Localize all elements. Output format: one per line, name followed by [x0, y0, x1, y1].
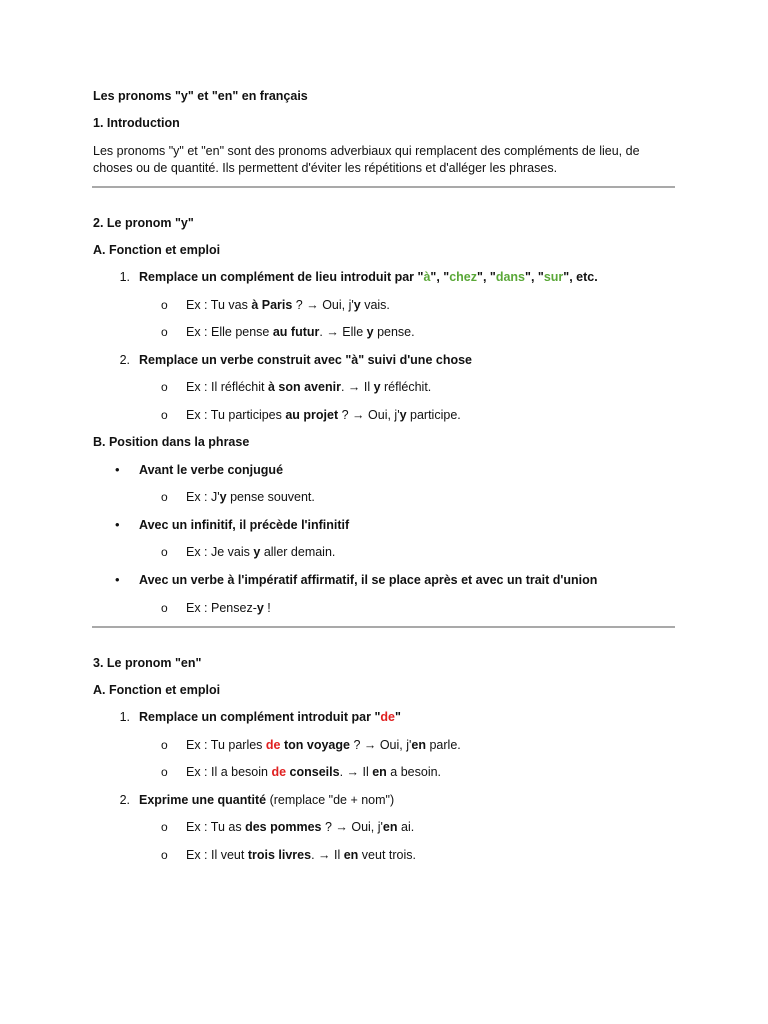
highlight-word-dans: dans — [495, 270, 526, 284]
example-text: Ex : Tu parles — [186, 738, 266, 752]
sub-bullet-marker: o — [161, 820, 168, 834]
example-text: pense souvent. — [226, 490, 315, 504]
example-text: ? → Oui, j' — [349, 738, 412, 752]
pronoun-bold: en — [411, 738, 426, 752]
separator: ", " — [430, 270, 450, 284]
bullet-marker: • — [115, 572, 120, 587]
example-line — [186, 818, 686, 836]
highlight-word-de: de — [265, 738, 281, 752]
example-text: Ex : Il réfléchit — [186, 380, 268, 394]
example-bold: à Paris — [251, 298, 293, 312]
item-text: (remplace "de + nom") — [266, 793, 395, 807]
list-number: 2. — [119, 353, 130, 367]
example-text: aller demain. — [260, 545, 336, 559]
document-title: Les pronoms "y" et "en" en français — [93, 89, 308, 103]
section-2-subheading-b: B. Position dans la phrase — [93, 435, 250, 449]
example-bold: au projet — [285, 408, 339, 422]
example-line — [186, 543, 686, 561]
example-text: participe. — [406, 408, 461, 422]
highlight-word-de: de — [380, 710, 395, 724]
example-text: . → Elle — [319, 325, 367, 339]
example-line — [186, 488, 686, 506]
section-1-heading: 1. Introduction — [93, 116, 180, 130]
pronoun-bold: en — [343, 848, 359, 862]
bullet-marker: • — [115, 462, 120, 477]
item-text-end: ", etc. — [563, 270, 598, 284]
example-text: réfléchit. — [380, 380, 432, 394]
example-text: . → Il — [311, 848, 344, 862]
position-item: Avec un infinitif, il précède l'infinitif — [139, 518, 350, 532]
example-text: Ex : Il veut — [186, 848, 248, 862]
highlight-word-chez: chez — [449, 270, 478, 284]
example-text: Ex : Je vais — [186, 545, 254, 559]
example-line — [186, 296, 686, 314]
item-text-bold: Exprime une quantité — [139, 793, 267, 807]
sub-bullet-marker: o — [161, 601, 168, 615]
item-text: Remplace un complément de lieu introduit par " — [139, 270, 424, 284]
example-text: veut trois. — [358, 848, 416, 862]
sub-bullet-marker: o — [161, 490, 168, 504]
section-divider — [92, 626, 675, 628]
separator: ", " — [477, 270, 496, 284]
example-line — [186, 406, 686, 424]
list-item-complement — [139, 708, 699, 726]
highlight-word-a: à — [423, 270, 431, 284]
sub-bullet-marker: o — [161, 738, 168, 752]
sub-bullet-marker: o — [161, 380, 168, 394]
example-bold: trois livres — [247, 848, 312, 862]
section-3-heading: 3. Le pronom "en" — [93, 656, 202, 670]
sub-bullet-marker: o — [161, 408, 168, 422]
bullet-marker: • — [115, 517, 120, 532]
example-text: ? → Oui, j' — [338, 408, 400, 422]
list-item-verbe: Remplace un verbe construit avec "à" suivi d'une chose — [139, 353, 472, 367]
example-text: ? → Oui, j' — [321, 820, 383, 834]
sub-bullet-marker: o — [161, 848, 168, 862]
example-line — [186, 599, 686, 617]
example-bold: au futur — [272, 325, 320, 339]
example-line — [186, 736, 686, 754]
example-bold: ton voyage — [280, 738, 350, 752]
example-text: ai. — [397, 820, 415, 834]
pronoun-bold: y — [253, 545, 261, 559]
section-3-subheading-a: A. Fonction et emploi — [93, 683, 221, 697]
list-number: 1. — [119, 270, 130, 284]
example-text: Ex : Tu vas — [186, 298, 252, 312]
example-bold: à son avenir — [267, 380, 341, 394]
highlight-word-sur: sur — [543, 270, 564, 284]
example-text: Ex : Tu as — [186, 820, 246, 834]
example-text: Ex : Il a besoin — [186, 765, 272, 779]
section-2-heading: 2. Le pronom "y" — [93, 216, 194, 230]
sub-bullet-marker: o — [161, 765, 168, 779]
example-text: a besoin. — [386, 765, 442, 779]
example-line — [186, 763, 686, 781]
example-line — [186, 378, 686, 396]
pronoun-bold: y — [219, 490, 227, 504]
list-number: 1. — [119, 710, 130, 724]
separator: ", " — [525, 270, 544, 284]
example-text: ? → Oui, j' — [292, 298, 354, 312]
example-text: vais. — [360, 298, 390, 312]
example-bold: des pommes — [245, 820, 322, 834]
example-text: pense. — [373, 325, 415, 339]
example-text: Ex : Pensez- — [186, 601, 257, 615]
example-line — [186, 323, 686, 341]
item-text-end: " — [394, 710, 401, 724]
intro-paragraph-line-1: Les pronoms "y" et "en" sont des pronoms adverbiaux qui remplacent des compléments de lieu, de — [93, 144, 640, 158]
list-item-quantite — [139, 791, 699, 809]
item-text: Remplace un complément introduit par " — [139, 710, 381, 724]
position-item: Avant le verbe conjugué — [139, 463, 284, 477]
example-text: Ex : J' — [186, 490, 220, 504]
list-item-lieu — [139, 268, 699, 286]
example-text: . → Il — [339, 765, 373, 779]
section-2-subheading-a: A. Fonction et emploi — [93, 243, 221, 257]
pronoun-bold: y — [353, 298, 361, 312]
position-item: Avec un verbe à l'impératif affirmatif, il se place après et avec un trait d'union — [139, 573, 598, 587]
pronoun-bold: y — [366, 325, 374, 339]
list-number: 2. — [119, 793, 130, 807]
example-text: ! — [263, 601, 271, 615]
pronoun-bold: y — [256, 601, 264, 615]
sub-bullet-marker: o — [161, 298, 168, 312]
pronoun-bold: y — [399, 408, 407, 422]
pronoun-bold: en — [372, 765, 387, 779]
example-text: parle. — [426, 738, 461, 752]
example-text: Ex : Elle pense — [186, 325, 273, 339]
section-divider — [92, 186, 675, 188]
pronoun-bold: y — [373, 380, 381, 394]
pronoun-bold: en — [382, 820, 398, 834]
example-text: Ex : Tu participes — [186, 408, 286, 422]
highlight-word-de: de — [271, 765, 287, 779]
sub-bullet-marker: o — [161, 545, 168, 559]
example-line — [186, 846, 686, 864]
example-text: . → Il — [340, 380, 374, 394]
sub-bullet-marker: o — [161, 325, 168, 339]
example-bold: conseils — [286, 765, 340, 779]
intro-paragraph-line-2: choses ou de quantité. Ils permettent d'éviter les répétitions et d'alléger les phrases. — [93, 161, 558, 175]
